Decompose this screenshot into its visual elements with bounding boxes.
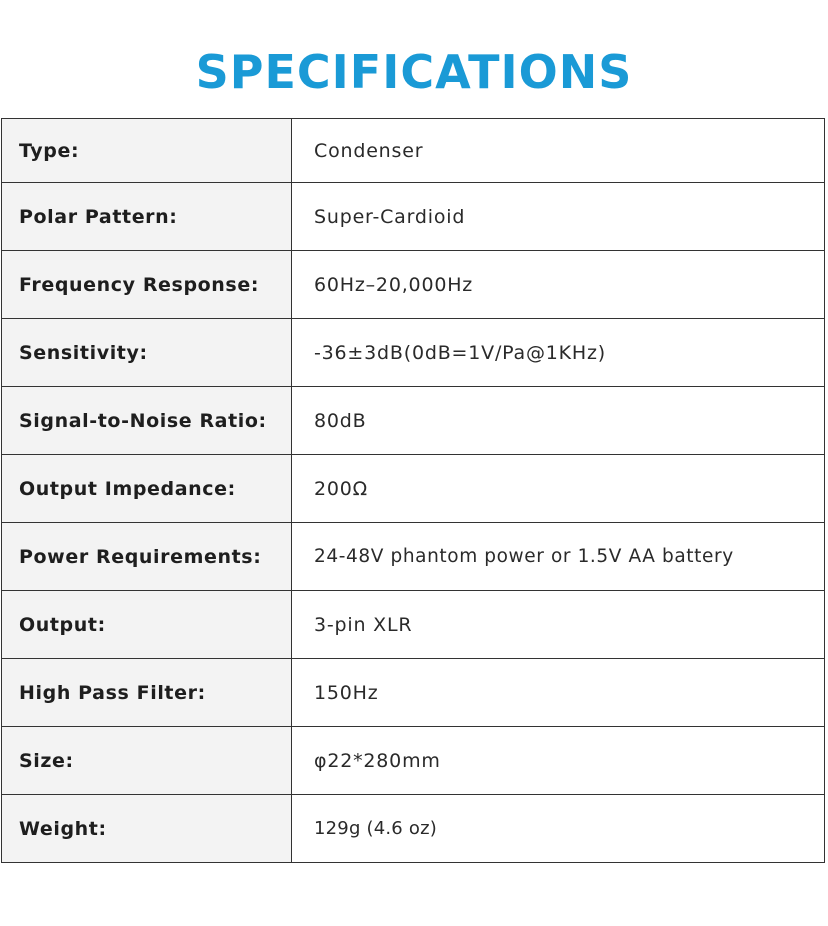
spec-value: 129g (4.6 oz): [292, 795, 825, 863]
spec-value: 200Ω: [292, 455, 825, 523]
spec-row-output-impedance: [2, 455, 825, 523]
spec-value: φ22*280mm: [292, 727, 825, 795]
spec-row-sensitivity: [2, 319, 825, 387]
spec-row-output: [2, 591, 825, 659]
page-title: SPECIFICATIONS: [195, 45, 633, 99]
spec-label: Frequency Response:: [2, 251, 292, 319]
spec-value: 24-48V phantom power or 1.5V AA battery: [292, 523, 825, 591]
spec-label: Sensitivity:: [2, 319, 292, 387]
spec-value: 60Hz–20,000Hz: [292, 251, 825, 319]
spec-row-polar-pattern: [2, 183, 825, 251]
spec-label: High Pass Filter:: [2, 659, 292, 727]
spec-label: Size:: [2, 727, 292, 795]
spec-value: -36±3dB(0dB=1V/Pa@1KHz): [292, 319, 825, 387]
spec-label: Output Impedance:: [2, 455, 292, 523]
spec-value: 80dB: [292, 387, 825, 455]
spec-row-weight: [2, 795, 825, 863]
spec-label: Type:: [2, 119, 292, 183]
spec-row-signal-to-noise: [2, 387, 825, 455]
spec-row-power-requirements: [2, 523, 825, 591]
spec-label: Output:: [2, 591, 292, 659]
spec-label: Signal-to-Noise Ratio:: [2, 387, 292, 455]
spec-label: Power Requirements:: [2, 523, 292, 591]
spec-value: 150Hz: [292, 659, 825, 727]
spec-row-size: [2, 727, 825, 795]
specifications-table: [1, 118, 825, 863]
spec-label: Polar Pattern:: [2, 183, 292, 251]
spec-value: Super-Cardioid: [292, 183, 825, 251]
spec-row-high-pass-filter: [2, 659, 825, 727]
spec-row-frequency-response: [2, 251, 825, 319]
spec-value: 3-pin XLR: [292, 591, 825, 659]
spec-row-type: [2, 119, 825, 183]
spec-value: Condenser: [292, 119, 825, 183]
spec-label: Weight:: [2, 795, 292, 863]
